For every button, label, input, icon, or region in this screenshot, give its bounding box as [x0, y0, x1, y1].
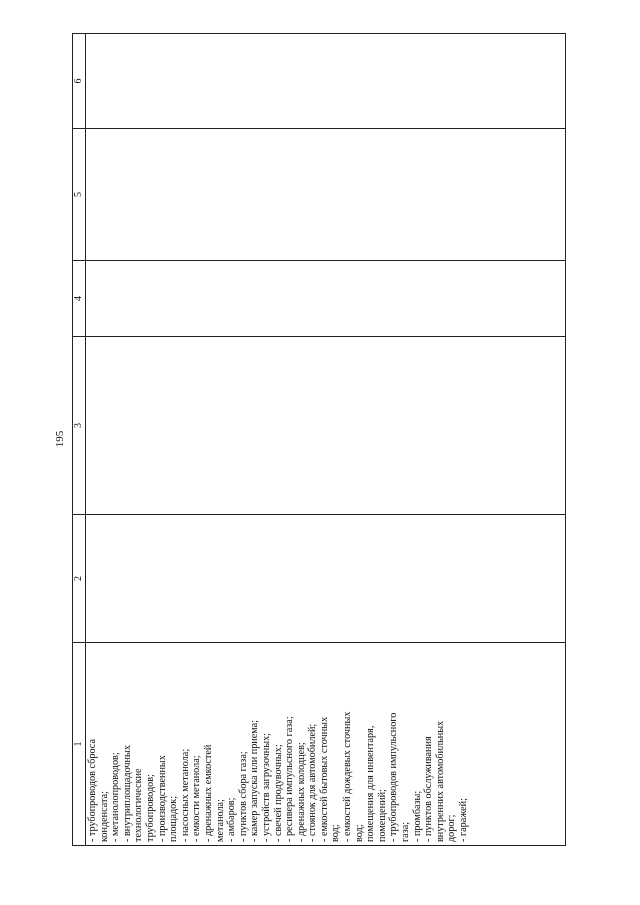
list-item: газа; — [400, 821, 412, 842]
list-item: трубопроводов; — [144, 774, 156, 842]
list-item: - свечей продувочных; — [272, 744, 284, 842]
table-cell-col6 — [86, 34, 566, 129]
list-item: - внутриплощадочных — [121, 745, 133, 842]
list-item: - емкостей бытовых сточных — [318, 716, 330, 842]
list-item: - емкости метанола; — [191, 755, 203, 842]
list-item: - емкостей дождевых сточных — [342, 711, 354, 842]
list-item: - ресивера импульсного газа; — [284, 716, 296, 842]
list-item: помещений; — [376, 789, 388, 842]
list-item: площадок; — [168, 795, 180, 842]
column-header-2: 2 — [73, 515, 86, 643]
page-number: 195 — [54, 430, 66, 448]
list-item: - дренажных емкостей — [202, 744, 214, 842]
list-item: внутренних автомобильных — [434, 720, 446, 842]
list-item: - устройств загрузочных; — [260, 732, 272, 842]
table-cell-col4 — [86, 261, 566, 337]
list-item: - пунктов обслуживания — [423, 736, 435, 842]
list-item: дорог; — [446, 814, 458, 842]
list-item: - дренажных колодцев; — [295, 742, 307, 842]
table-cell-col3 — [86, 337, 566, 515]
list-item: вод; — [330, 824, 342, 842]
list-item: - камер запуска или приема; — [249, 720, 261, 842]
rotated-table-wrapper — [72, 34, 566, 846]
list-item: метанола; — [214, 799, 226, 842]
table-cell-col2 — [86, 515, 566, 643]
data-table — [72, 33, 566, 846]
list-item: - пунктов сбора газа; — [237, 751, 249, 842]
column-header-1: 1 — [73, 643, 86, 846]
list-item: технологические — [133, 768, 145, 842]
object-list — [86, 643, 470, 845]
list-item: - трубопроводов сброса — [87, 739, 98, 842]
list-item: - производственных — [156, 755, 168, 842]
list-item: - трубопроводов импульсного — [388, 712, 400, 842]
column-header-6: 6 — [73, 34, 86, 129]
list-item: - гаражей; — [458, 798, 469, 842]
list-item: конденсата; — [98, 791, 110, 842]
table-cell-col1 — [86, 643, 566, 846]
table-row — [86, 34, 566, 846]
list-item: вод; — [353, 824, 365, 842]
table-cell-col5 — [86, 129, 566, 261]
list-item: - насосных метанола; — [179, 748, 191, 842]
table-header-row — [73, 34, 86, 846]
list-item: - метанолопроводов; — [110, 752, 122, 842]
list-item: - амбаров; — [226, 797, 238, 842]
list-item: - стоянок для автомобилей; — [307, 723, 319, 842]
column-header-4: 4 — [73, 261, 86, 337]
list-item: - промбазы; — [411, 790, 423, 842]
column-header-3: 3 — [73, 337, 86, 515]
column-header-5: 5 — [73, 129, 86, 261]
list-item: помещения для инвентаря, — [365, 725, 377, 842]
